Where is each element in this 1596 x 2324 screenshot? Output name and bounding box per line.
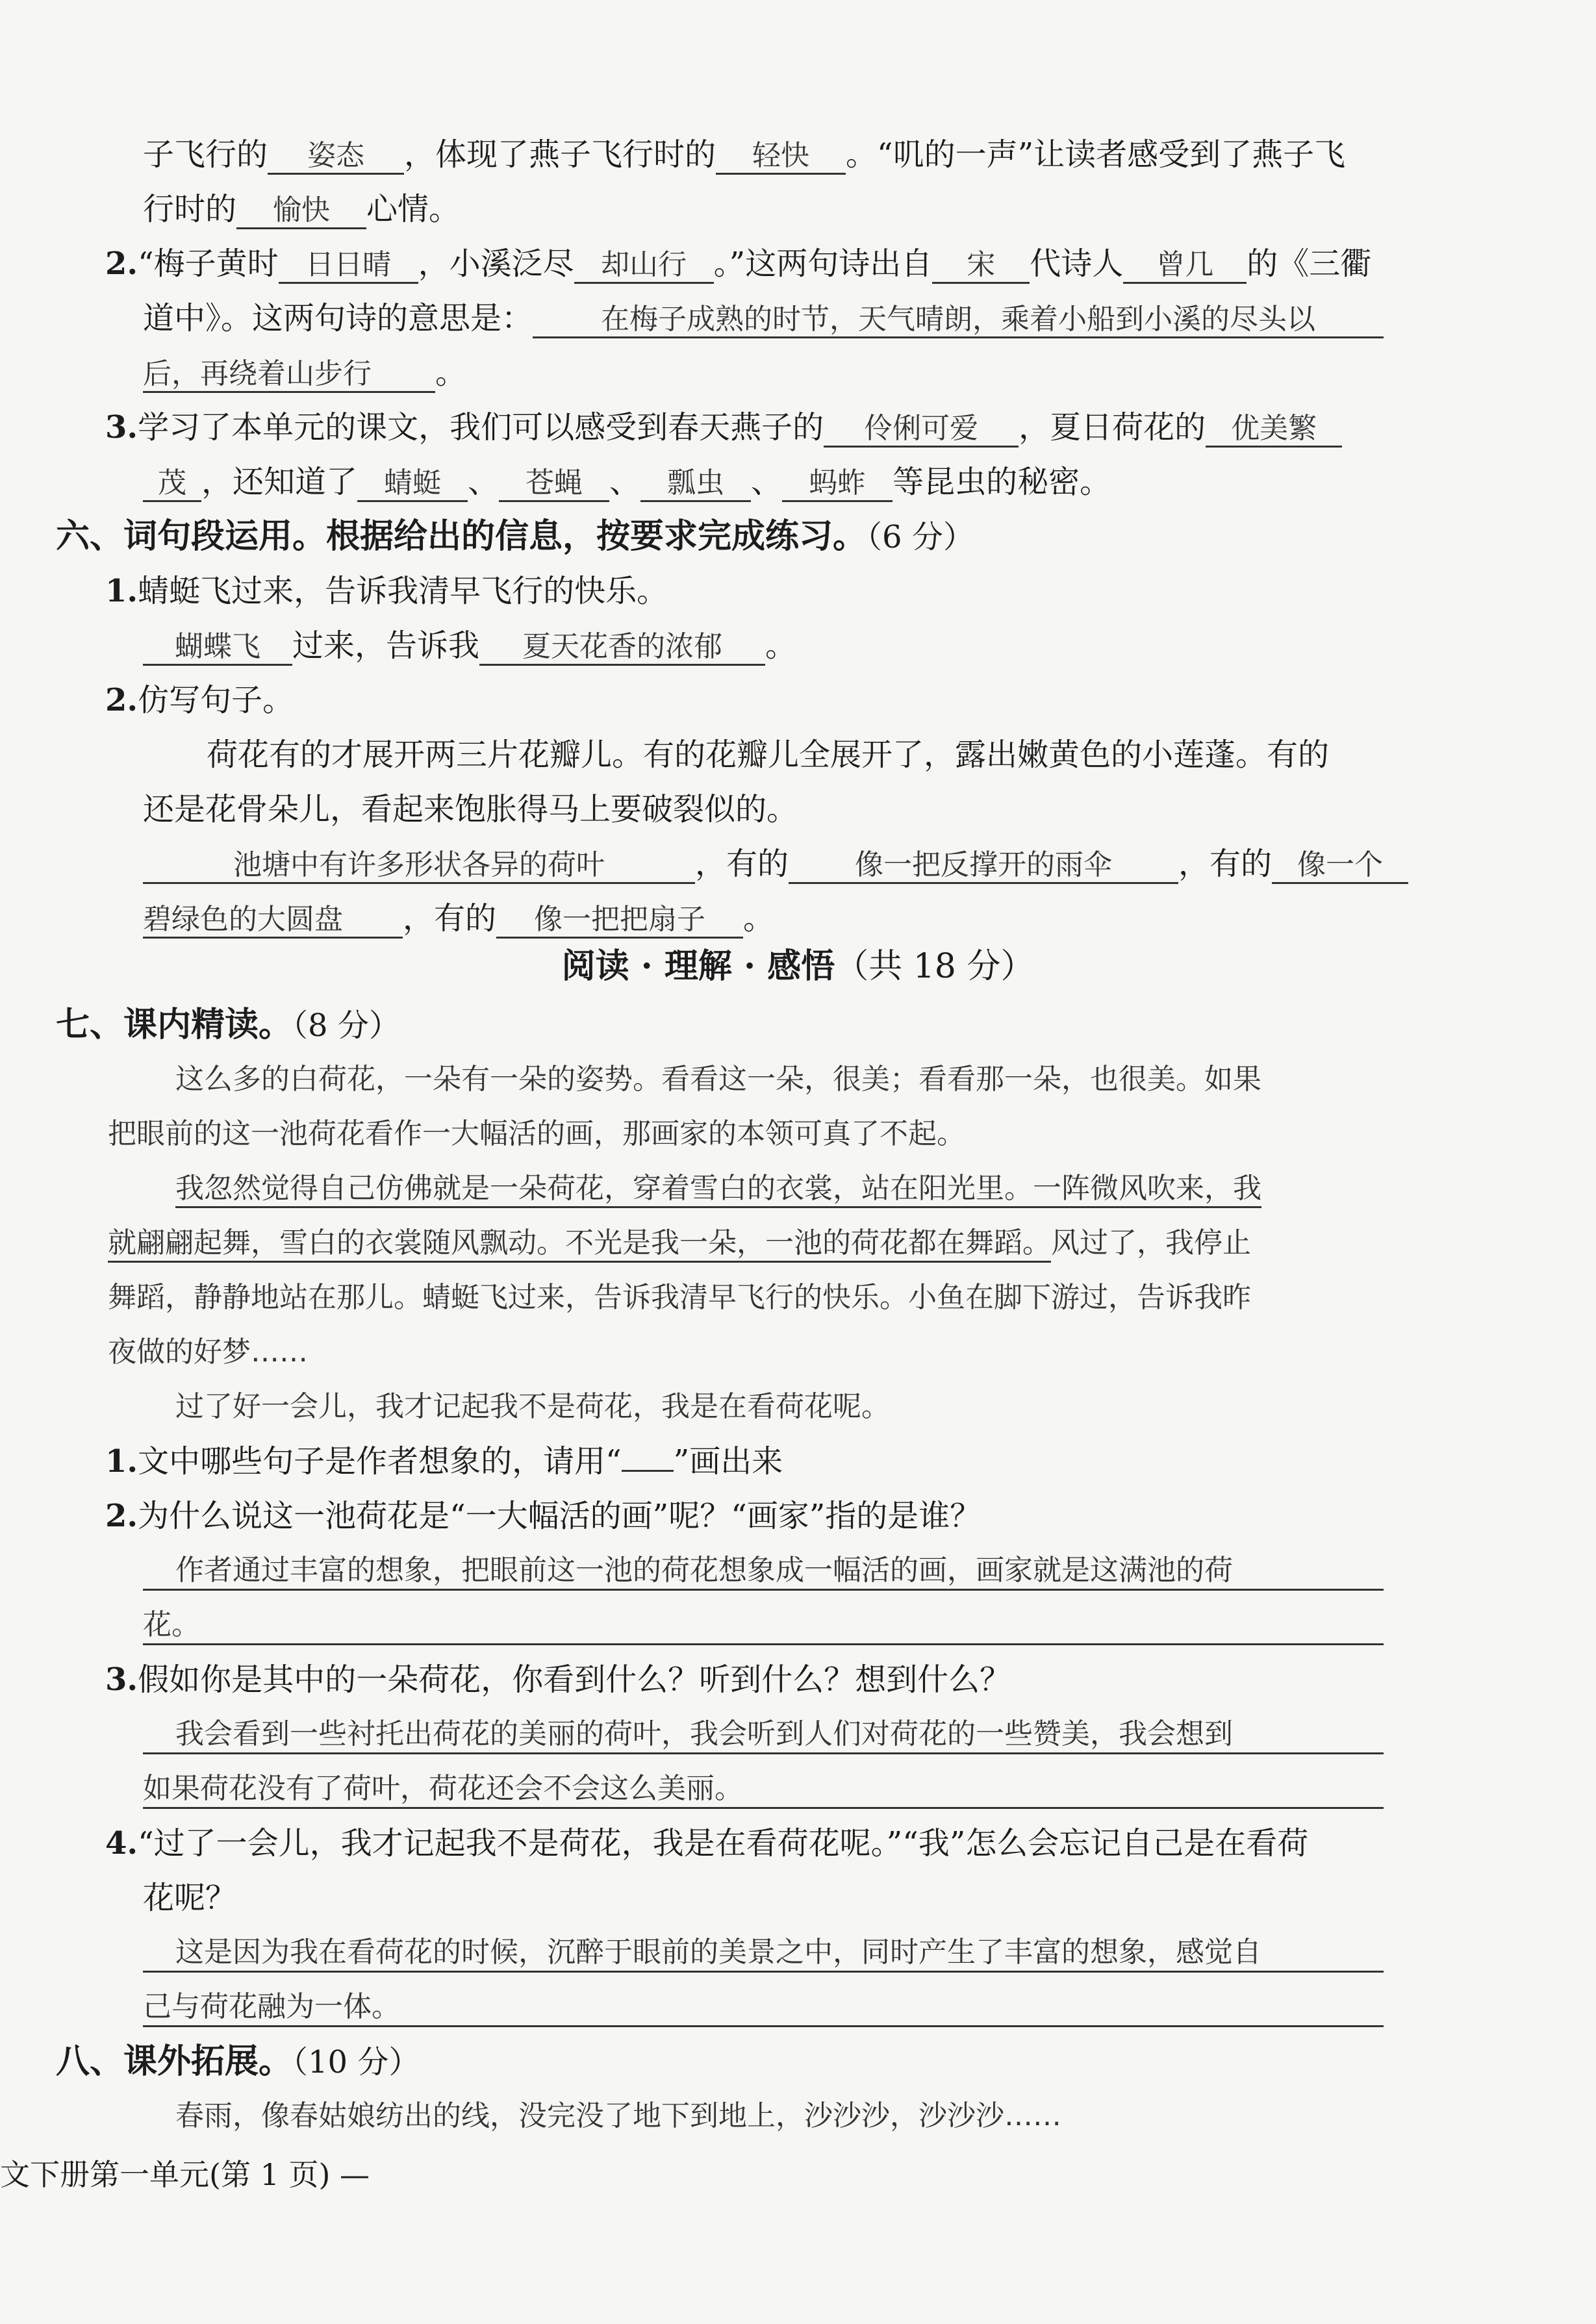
underline-sample [622, 1470, 674, 1472]
question-3 [105, 408, 1560, 448]
answer-field: 优美繁 [1206, 412, 1342, 448]
s7-answer-3-line-2: 如果荷花没有了荷叶，荷花还会不会这么美丽。 [143, 1772, 743, 1805]
line-1 [143, 135, 1596, 175]
answer-field: 在梅子成熟的时节，天气晴朗，乘着小船到小溪的尽头以 [533, 303, 1384, 338]
text: ，体现了燕子飞行时的 [404, 136, 716, 173]
s7-answer-3-line-1: 我会看到一些衬托出荷花的美丽的荷叶，我会听到人们对荷花的一些赞美，我会想到 [175, 1717, 1233, 1750]
s8-passage-line-1: 春雨，像春姑娘纺出的线，没完没了地下到地上，沙沙沙，沙沙沙…… [175, 2099, 1061, 2132]
answer-field: 轻快 [716, 139, 846, 175]
answer-field: 姿态 [268, 139, 404, 175]
question-text: “过了一会儿，我才记起我不是荷花，我是在看荷花呢。”“我”怎么会忘记自己是在看荷 [138, 1825, 1309, 1862]
text: 过来，告诉我 [292, 627, 480, 664]
text: ，夏日荷花的 [1019, 409, 1206, 446]
section-score: （6 分） [867, 519, 974, 555]
s6-question-1 [105, 572, 1560, 611]
text: ，小溪泛尽 [418, 246, 574, 282]
section-title: 六、词句段运用。根据给出的信息，按要求完成练习。 [56, 516, 867, 556]
text: 的《三衢 [1247, 246, 1372, 282]
text: 道中》。这两句诗的意思是： [143, 300, 533, 336]
s7-answer-2-line-2: 花。 [143, 1608, 200, 1641]
section-title: 七、课内精读。 [56, 1005, 293, 1044]
text: ，还知道了 [201, 464, 358, 500]
answer-field: 蜻蜓 [357, 466, 468, 502]
question-text: 蜻蜓飞过来，告诉我清早飞行的快乐。 [138, 573, 668, 609]
answer-line [143, 1752, 1384, 1754]
text: ，有的 [1178, 846, 1273, 882]
question-number: 2. [105, 1498, 138, 1534]
s7-passage-line-5: 舞蹈，静静地站在那儿。蜻蜓飞过来，告诉我清早飞行的快乐。小鱼在脚下游过，告诉我昨 [108, 1281, 1251, 1314]
text: ，有的 [695, 846, 789, 882]
text: 、 [609, 464, 641, 500]
answer-field: 却山行 [574, 248, 714, 284]
text: ，有的 [403, 900, 497, 937]
text: 风过了，我停止 [1051, 1226, 1251, 1259]
section-8-header [56, 2042, 1511, 2082]
text: 学习了本单元的课文，我们可以感受到春天燕子的 [138, 409, 824, 446]
underlined-sentence: 就翩翩起舞，雪白的衣裳随风飘动。不光是我一朵，一池的荷花都在舞蹈。 [108, 1226, 1051, 1263]
answer-field: 像一个 [1272, 848, 1408, 884]
question-text: ”画出来 [673, 1443, 783, 1480]
answer-field: 碧绿色的大圆盘 [143, 903, 403, 939]
text: 、 [468, 464, 500, 500]
answer-line [143, 1589, 1384, 1591]
answer-field: 瓢虫 [640, 466, 751, 502]
question-3-line-2 [143, 462, 1596, 502]
answer-field: 像一把把扇子 [496, 903, 743, 939]
text: “梅子黄时 [138, 246, 279, 282]
answer-field: 池塘中有许多形状各异的荷叶 [143, 848, 695, 884]
answer-field: 曾几 [1123, 248, 1247, 284]
question-number: 1. [105, 573, 138, 609]
answer-field: 日日晴 [279, 248, 418, 284]
s7-passage-line-1: 这么多的白荷花，一朵有一朵的姿势。看看这一朵，很美；看看那一朵，也很美。如果 [175, 1063, 1261, 1096]
question-2 [105, 244, 1560, 284]
s6-answer-2-line-2 [143, 899, 1596, 939]
answer-field: 蚂蚱 [782, 466, 893, 502]
question-2-line-3 [143, 353, 1596, 393]
text: 子飞行的 [143, 136, 268, 173]
underlined-sentence: 我忽然觉得自己仿佛就是一朵荷花，穿着雪白的衣裳，站在阳光里。一阵微风吹来，我 [175, 1172, 1261, 1208]
answer-field: 苍蝇 [499, 466, 609, 502]
question-text: 文中哪些句子是作者想象的，请用“ [138, 1443, 622, 1480]
line-2 [143, 190, 1596, 229]
question-text: 假如你是其中的一朵荷花，你看到什么？听到什么？想到什么？ [138, 1661, 1011, 1698]
answer-line [143, 1971, 1384, 1973]
section-7-header [56, 1005, 1511, 1045]
part-title [0, 946, 1596, 987]
text: 。 [743, 900, 775, 937]
answer-field: 夏天花香的浓郁 [479, 630, 765, 666]
answer-field: 蝴蝶飞 [143, 630, 292, 666]
s7-passage-line-2: 把眼前的这一池荷花看作一大幅活的画，那画家的本领可真了不起。 [108, 1117, 965, 1150]
text: 代诗人 [1030, 246, 1124, 282]
s6-answer-1 [143, 626, 1596, 666]
question-text: 仿写句子。 [138, 682, 294, 718]
question-2-line-2 [143, 299, 1596, 338]
answer-field: 伶俐可爱 [824, 412, 1019, 448]
answer-line [143, 1807, 1384, 1809]
s7-answer-4-line-2: 己与荷花融为一体。 [143, 1990, 400, 2023]
question-number: 3. [105, 409, 138, 446]
question-number: 2. [105, 682, 138, 718]
part-score: （共 18 分） [835, 947, 1035, 986]
answer-field: 茂 [143, 466, 201, 502]
s7-answer-4-line-1: 这是因为我在看荷花的时候，沉醉于眼前的美景之中，同时产生了丰富的想象，感觉自 [175, 1936, 1261, 1969]
answer-field: 像一把反撑开的雨伞 [789, 848, 1178, 884]
text: 。 [435, 355, 467, 391]
answer-field: 愉快 [236, 194, 366, 229]
question-number: 4. [105, 1825, 138, 1862]
s7-passage-line-7: 过了好一会儿，我才记起我不是荷花，我是在看荷花呢。 [175, 1390, 890, 1423]
answer-line [143, 1643, 1384, 1645]
s6-passage-line-1: 荷花有的才展开两三片花瓣儿。有的花瓣儿全展开了，露出嫩黄色的小莲蓬。有的 [207, 737, 1330, 773]
text: 心情。 [366, 191, 461, 227]
s6-question-2 [105, 681, 1560, 720]
answer-line [143, 2025, 1384, 2027]
page-footer: 文下册第一单元(第 1 页) — [0, 2157, 370, 2192]
text: 行时的 [143, 191, 237, 227]
s7-passage-line-6: 夜做的好梦…… [108, 1335, 308, 1369]
s6-answer-2-line-1 [143, 844, 1596, 884]
text: 。”这两句诗出自 [713, 246, 933, 282]
s7-passage-line-4 [108, 1224, 1563, 1263]
section-score: （10 分） [292, 2044, 420, 2080]
s7-passage-line-3 [175, 1169, 1596, 1208]
s7-question-3 [105, 1660, 1560, 1699]
text: 等昆虫的秘密。 [893, 464, 1111, 500]
text: 、 [751, 464, 783, 500]
section-title: 八、课外拓展。 [56, 2041, 293, 2081]
question-number: 2. [105, 246, 138, 282]
text: 。“叽的一声”让读者感受到了燕子飞 [846, 136, 1346, 173]
s7-answer-2-line-1: 作者通过丰富的想象，把眼前这一池的荷花想象成一幅活的画，画家就是这满池的荷 [175, 1554, 1233, 1587]
text: 。 [765, 627, 797, 664]
part-title-text: 阅读 · 理解 · 感悟 [561, 946, 835, 986]
section-score: （8 分） [292, 1007, 400, 1044]
answer-field: 后，再绕着山步行 [143, 357, 435, 393]
question-number: 3. [105, 1661, 138, 1698]
s6-passage-line-2: 还是花骨朵儿，看起来饱胀得马上要破裂似的。 [143, 791, 798, 827]
s7-question-2 [105, 1497, 1560, 1535]
section-6-header [56, 517, 1511, 557]
answer-field: 宋 [932, 248, 1030, 284]
s7-question-1 [105, 1442, 1560, 1481]
question-number: 1. [105, 1443, 138, 1480]
s7-question-4-line-2: 花呢？ [143, 1880, 237, 1916]
s7-question-4 [105, 1824, 1560, 1863]
question-text: 为什么说这一池荷花是“一大幅活的画”呢？“画家”指的是谁？ [138, 1498, 982, 1534]
